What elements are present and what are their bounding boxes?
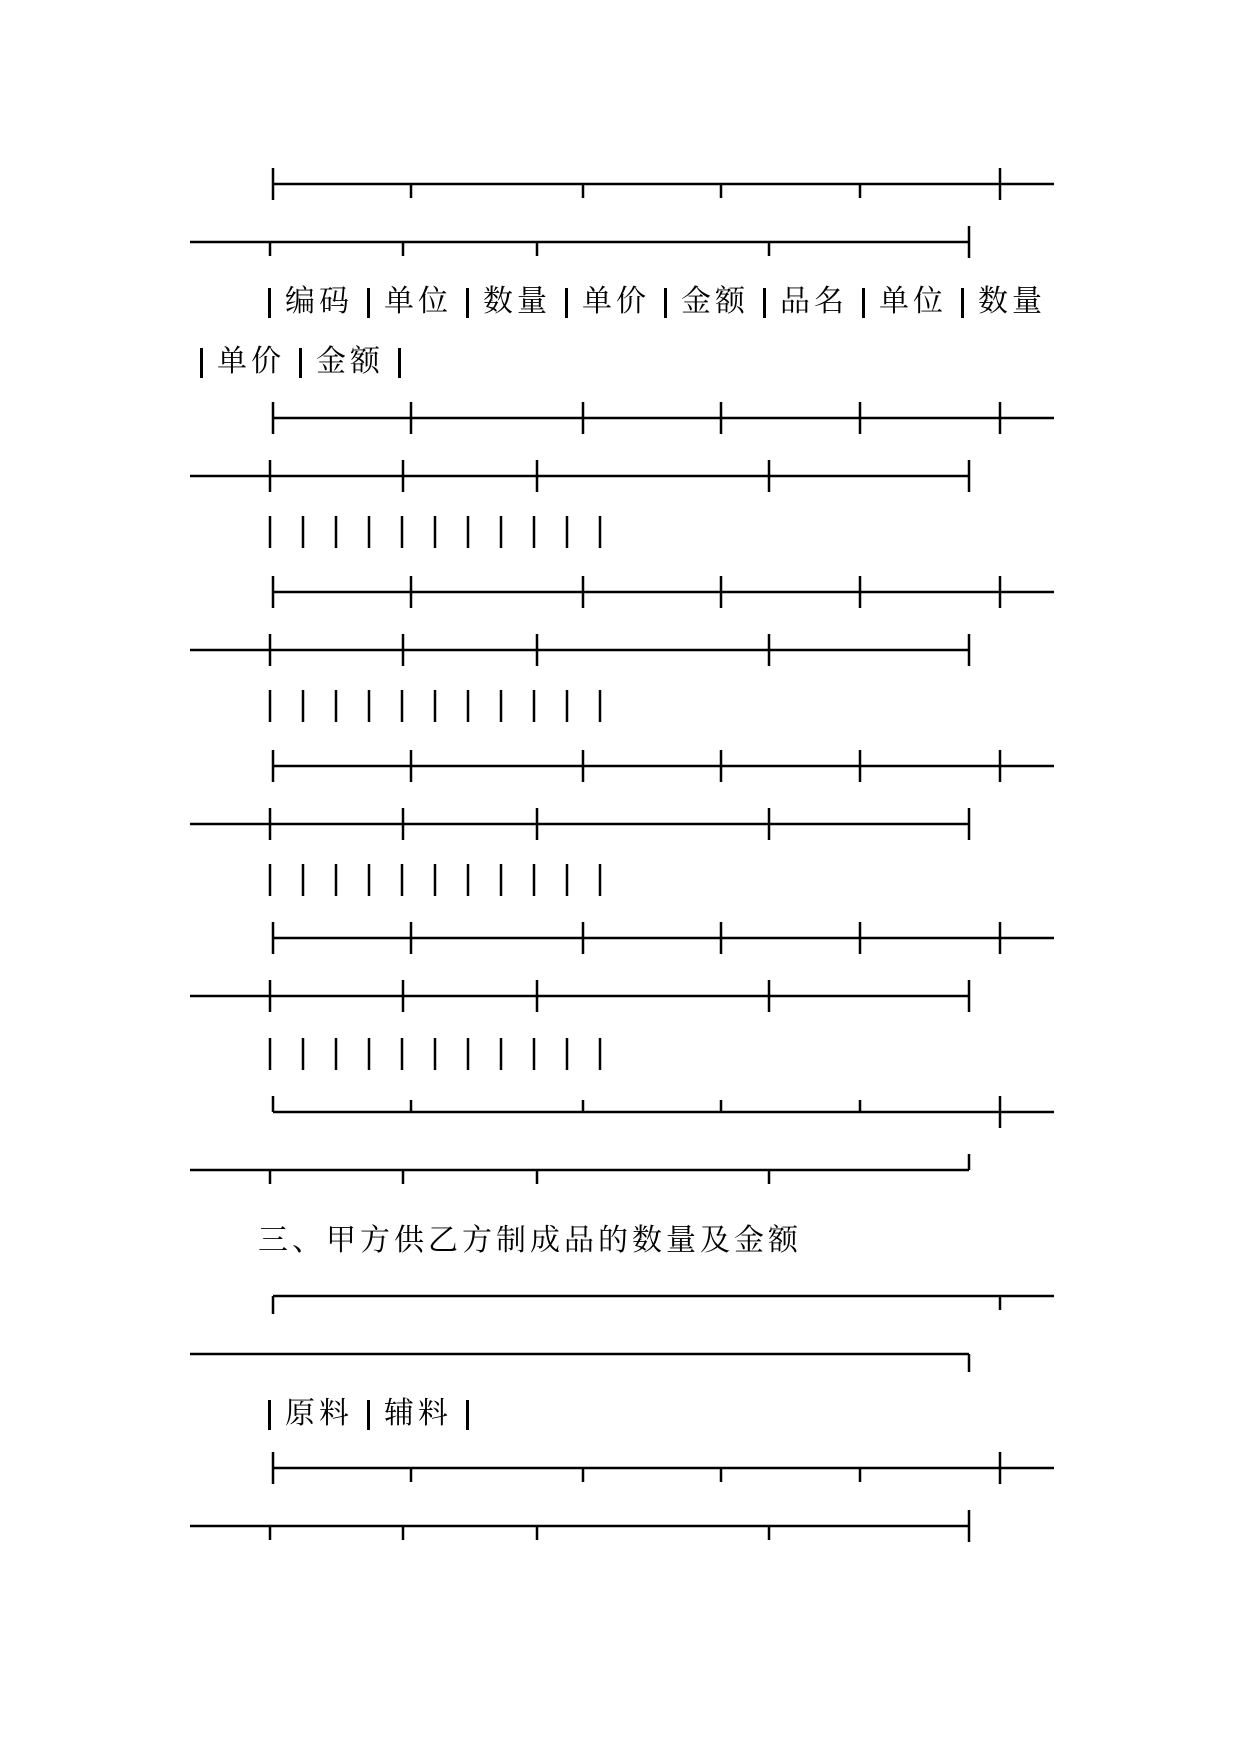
table1-bottom-rule-wrap <box>0 1150 1241 1190</box>
table2-top-rule-wrap <box>0 1334 1241 1374</box>
table1-row-rule <box>0 918 1241 958</box>
table-header-cell: 单位 <box>384 284 452 319</box>
table-header-cell: 单价 <box>582 284 650 319</box>
table1-row-rule-wrap <box>0 976 1241 1016</box>
cell-separator <box>367 1400 370 1430</box>
table-header-cell: 品名 <box>780 284 848 319</box>
table-header-cell: 金额 <box>681 284 749 319</box>
table1-row-rule <box>0 398 1241 438</box>
cell-separator <box>367 288 370 318</box>
table2-top-rule <box>0 1276 1241 1316</box>
table1-row-rule <box>0 572 1241 612</box>
cell-separator <box>565 288 568 318</box>
table1-row-rule <box>0 746 1241 786</box>
table1-empty-row <box>0 1034 1241 1074</box>
cell-separator <box>466 288 469 318</box>
table1-bottom-rule <box>0 1092 1241 1132</box>
section3-header-row <box>254 1394 483 1434</box>
cell-separator <box>200 348 203 378</box>
table1-empty-row <box>0 512 1241 552</box>
cell-separator <box>268 1400 271 1430</box>
table2-rule-wrap <box>0 1506 1241 1546</box>
cell-separator <box>299 348 302 378</box>
table1-row-rule-wrap <box>0 630 1241 670</box>
cell-separator <box>862 288 865 318</box>
table-header-cell: 单位 <box>879 284 947 319</box>
table1-empty-row <box>0 860 1241 900</box>
table-header-cell: 编码 <box>285 284 353 319</box>
cell-separator <box>961 288 964 318</box>
table-header-cell: 数量 <box>483 284 551 319</box>
cell-separator <box>664 288 667 318</box>
table2-rule <box>0 1448 1241 1488</box>
table1-empty-row <box>0 686 1241 726</box>
table1-header-line2 <box>186 342 415 382</box>
table1-top-rule-wrap <box>0 222 1241 262</box>
table-header-cell: 数量 <box>978 284 1046 319</box>
table1-top-rule <box>0 164 1241 204</box>
table-header-cell: 原料 <box>285 1396 353 1431</box>
table1-header-line1 <box>254 282 1046 322</box>
cell-separator <box>268 288 271 318</box>
cell-separator <box>466 1400 469 1430</box>
table-header-cell: 金额 <box>316 344 384 379</box>
table-header-cell: 单价 <box>217 344 285 379</box>
table-header-cell: 辅料 <box>384 1396 452 1431</box>
table1-row-rule-wrap <box>0 456 1241 496</box>
section3-heading: 三、甲方供乙方制成品的数量及金额 <box>258 1223 802 1258</box>
table1-row-rule-wrap <box>0 804 1241 844</box>
cell-separator <box>763 288 766 318</box>
cell-separator <box>398 348 401 378</box>
